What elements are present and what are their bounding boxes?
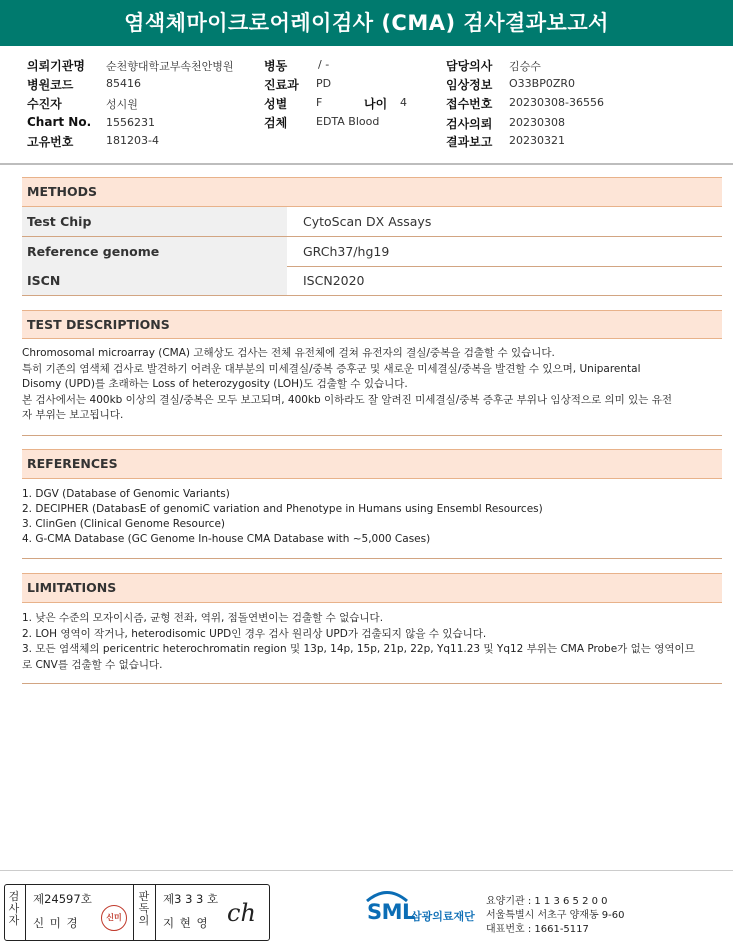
description-line: 본 검사에서는 400kb 이상의 결실/중복은 모두 보고되며, 400kb 이하라도 잘 알려진 미세결실/중복 증후군 부위나 임상적으로 의미 있는 유전 <box>22 393 673 406</box>
examiner-seal-icon: 신미 <box>101 905 127 931</box>
receipt-no-label: 접수번호 <box>446 97 493 111</box>
methods-key: Test Chip <box>22 207 287 236</box>
report-date-label: 결과보고 <box>446 135 493 149</box>
reviewer-name: 지 현 영 <box>163 916 209 930</box>
methods-heading: METHODS <box>22 177 722 207</box>
methods-row <box>22 237 722 267</box>
unique-no-value: 181203-4 <box>106 134 159 147</box>
specimen-label: 검체 <box>264 116 288 130</box>
dept-label: 진료과 <box>264 78 299 92</box>
reference-item: 2. DECIPHER (DatabasE of genomiC variation and Phenotype in Humans using Ensembl Resources) <box>22 503 543 515</box>
hospital-code-label: 병원코드 <box>27 78 74 92</box>
chart-no-label: Chart No. <box>27 115 92 129</box>
header-divider <box>0 163 733 165</box>
dept-value: PD <box>316 77 332 90</box>
sex-value: F <box>316 96 323 109</box>
address: 서울특별시 서초구 양재동 9-60 <box>486 910 625 921</box>
specimen-value: EDTA Blood <box>316 115 380 128</box>
request-date-value: 20230308 <box>509 116 565 129</box>
request-date-label: 검사의뢰 <box>446 117 493 131</box>
limitation-line: 2. LOH 영역이 작거나, heterodisomic UPD인 경우 검사 원리상 UPD가 검출되지 않을 수 있습니다. <box>22 627 487 640</box>
description-line: Disomy (UPD)를 초래하는 Loss of heterozygosity (LOH)도 검출할 수 있습니다. <box>22 378 408 390</box>
report-title: 염색체마이크로어레이검사 (CMA) 검사결과보고서 <box>0 0 733 46</box>
doctor-label: 담당의사 <box>446 59 493 73</box>
methods-value: CytoScan DX Assays <box>303 214 432 229</box>
limitations-text <box>22 611 722 673</box>
examinee-value: 성시원 <box>106 98 138 111</box>
examiner-name: 신 미 경 <box>33 916 79 930</box>
ward-value: / - <box>318 58 330 71</box>
logo-name: 삼광의료재단 <box>411 910 475 923</box>
section-divider <box>22 558 722 559</box>
doctor-value: 김승수 <box>509 60 541 73</box>
sex-label: 성별 <box>264 97 288 111</box>
section-divider <box>22 435 722 436</box>
reference-item: 1. DGV (Database of Genomic Variants) <box>22 488 230 500</box>
cell-divider <box>155 885 156 940</box>
methods-key: Reference genome <box>22 237 287 266</box>
institution-label: 의뢰기관명 <box>27 59 85 73</box>
cell-divider <box>133 885 134 940</box>
examinee-label: 수진자 <box>27 97 62 111</box>
methods-value: ISCN2020 <box>303 273 365 288</box>
description-line: 자 부위는 보고됩니다. <box>22 409 124 421</box>
limitation-line: 1. 낮은 수준의 모자이시즘, 균형 전좌, 역위, 점돌연변이는 검출할 수 없습니다. <box>22 612 384 624</box>
receipt-no-value: 20230308-36556 <box>509 96 604 109</box>
reviewer-char: 의 <box>138 914 150 927</box>
examiner-char: 자 <box>8 914 20 927</box>
reviewer-vertical-label <box>137 891 151 927</box>
ward-label: 병동 <box>264 59 288 73</box>
methods-row <box>22 207 722 237</box>
reviewer-signature-icon: ch <box>227 899 256 927</box>
examiner-license: 제24597호 <box>33 892 92 906</box>
methods-value: GRCh37/hg19 <box>303 244 390 259</box>
references-list <box>22 487 722 547</box>
signature-box <box>4 884 270 941</box>
examiner-char: 검 <box>8 890 20 903</box>
footer-divider <box>0 870 733 871</box>
phone-number: 대표번호 : 1661-5117 <box>486 924 589 935</box>
references-heading: REFERENCES <box>22 449 722 479</box>
reviewer-license: 제3 3 3 호 <box>163 892 219 906</box>
examiner-char: 사 <box>8 902 20 915</box>
test-descriptions-text <box>22 346 722 424</box>
description-line: 특히 기존의 염색체 검사로 발견하기 어려운 대부분의 미세결실/중복 증후군 및 새로운 미세결실/중복을 발견할 수 있으며, Uniparental <box>22 362 641 375</box>
limitation-line: 로 CNV를 검출할 수 없습니다. <box>22 658 163 671</box>
reference-item: 3. ClinGen (Clinical Genome Resource) <box>22 518 226 530</box>
methods-row <box>22 266 722 296</box>
age-label: 나이 <box>364 97 388 111</box>
logo-text: SML <box>367 900 415 924</box>
reviewer-char: 독 <box>138 902 150 915</box>
examiner-vertical-label <box>7 891 21 927</box>
clinical-info-label: 임상정보 <box>446 78 493 92</box>
care-org-number: 요양기관 : 1 1 3 6 5 2 0 0 <box>486 896 608 907</box>
reference-item: 4. G-CMA Database (GC Genome In-house CMA Database with ~5,000 Cases) <box>22 533 431 545</box>
test-descriptions-heading: TEST DESCRIPTIONS <box>22 310 722 339</box>
cell-divider <box>25 885 26 940</box>
methods-key: ISCN <box>22 266 287 295</box>
chart-no-value: 1556231 <box>106 116 155 129</box>
age-value: 4 <box>400 96 407 109</box>
report-date-value: 20230321 <box>509 134 565 147</box>
description-line: Chromosomal microarray (CMA) 고해상도 검사는 전체 유전체에 걸쳐 유전자의 결실/중복을 검출할 수 있습니다. <box>22 347 555 359</box>
limitation-line: 3. 모든 염색체의 pericentric heterochromatin region 및 13p, 14p, 15p, 21p, 22p, Yq11.23 및 Yq12 부위는 CMA Probe가 없는 영역이므 <box>22 643 695 655</box>
reviewer-char: 판 <box>138 890 150 903</box>
unique-no-label: 고유번호 <box>27 135 74 149</box>
institution-value: 순천향대학교부속천안병원 <box>106 60 234 73</box>
limitations-heading: LIMITATIONS <box>22 573 722 603</box>
section-divider <box>22 683 722 684</box>
hospital-code-value: 85416 <box>106 77 141 90</box>
clinical-info-value: O33BP0ZR0 <box>509 77 576 90</box>
